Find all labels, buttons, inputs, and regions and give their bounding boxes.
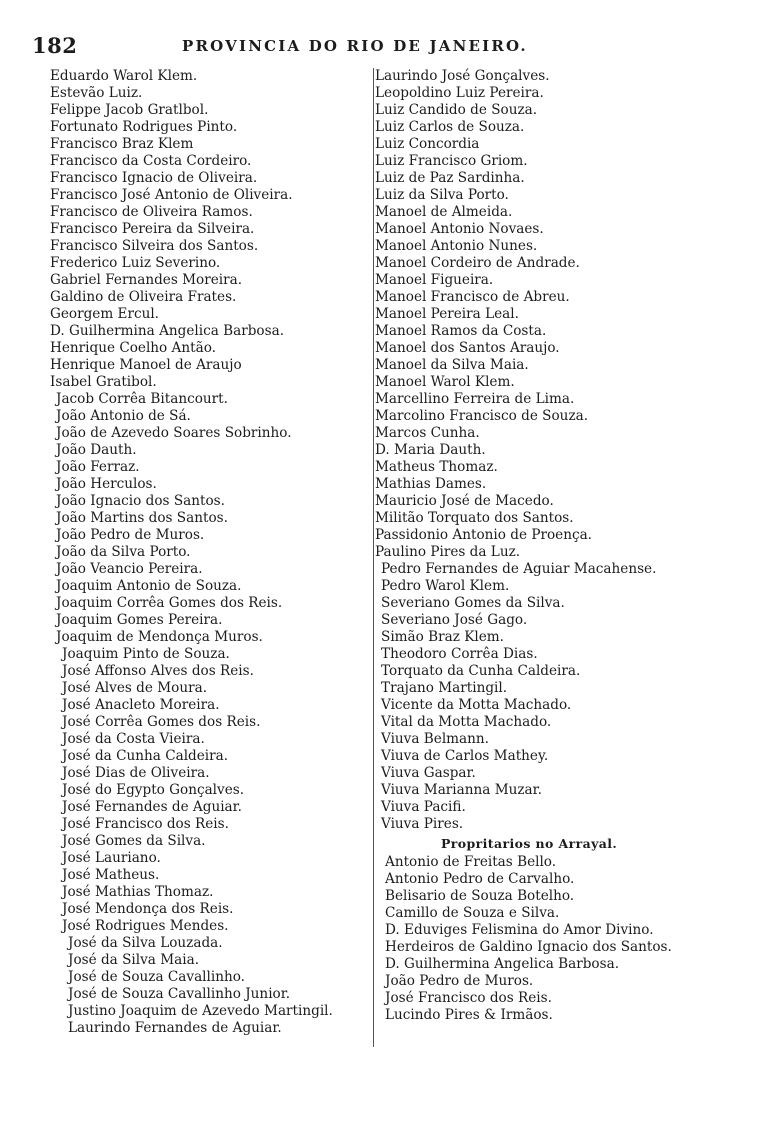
- name-entry: Paulino Pires da Luz.: [375, 544, 521, 560]
- name-entry: José Francisco dos Reis.: [385, 990, 552, 1006]
- name-entry: D. Guilhermina Angelica Barbosa.: [385, 956, 620, 972]
- name-entry: José da Silva Maia.: [68, 952, 200, 968]
- name-entry: Manoel Antonio Novaes.: [375, 221, 544, 237]
- name-entry: Antonio de Freitas Bello.: [385, 854, 557, 870]
- name-entry: Lucindo Pires & Irmãos.: [385, 1007, 553, 1023]
- name-entry: Francisco José Antonio de Oliveira.: [50, 187, 293, 203]
- name-entry: Galdino de Oliveira Frates.: [50, 289, 237, 305]
- name-entry: José da Costa Vieira.: [62, 731, 205, 747]
- name-entry: Laurindo Fernandes de Aguiar.: [68, 1020, 282, 1036]
- name-entry: Antonio Pedro de Carvalho.: [385, 871, 575, 887]
- name-entry: João Dauth.: [56, 442, 137, 458]
- name-entry: Joaquim Pinto de Souza.: [62, 646, 230, 662]
- name-entry: Isabel Gratibol.: [50, 374, 157, 390]
- name-entry: João de Azevedo Soares Sobrinho.: [56, 425, 292, 441]
- name-entry: Severiano José Gago.: [381, 612, 528, 628]
- name-entry: Jacob Corrêa Bitancourt.: [56, 391, 228, 407]
- name-entry: Trajano Martingil.: [381, 680, 508, 696]
- name-entry: João da Silva Porto.: [56, 544, 191, 560]
- name-entry: Vicente da Motta Machado.: [381, 697, 572, 713]
- name-entry: João Veancio Pereira.: [56, 561, 203, 577]
- name-entry: José Fernandes de Aguiar.: [62, 799, 242, 815]
- name-entry: João Antonio de Sá.: [56, 408, 191, 424]
- name-entry: José da Silva Louzada.: [68, 935, 223, 951]
- name-entry: Militão Torquato dos Santos.: [375, 510, 574, 526]
- name-entry: Manoel Figueira.: [375, 272, 494, 288]
- name-entry: João Pedro de Muros.: [385, 973, 534, 989]
- name-entry: Pedro Fernandes de Aguiar Macahense.: [381, 561, 657, 577]
- name-entry: João Herculos.: [56, 476, 157, 492]
- left-name-column: [50, 68, 372, 1037]
- name-entry: Viuva Marianna Muzar.: [381, 782, 542, 798]
- name-entry: José de Souza Cavallinho.: [68, 969, 245, 985]
- name-entry: Manoel Cordeiro de Andrade.: [375, 255, 580, 271]
- name-entry: Luiz da Silva Porto.: [375, 187, 509, 203]
- name-entry: Manoel Ramos da Costa.: [375, 323, 547, 339]
- section-name-list: [371, 854, 721, 1024]
- name-entry: José Francisco dos Reis.: [62, 816, 229, 832]
- name-entry: Manoel Francisco de Abreu.: [375, 289, 570, 305]
- name-entry: Luiz Candido de Souza.: [375, 102, 538, 118]
- right-name-column: [371, 68, 721, 1024]
- right-name-list: [371, 68, 721, 833]
- name-entry: José Gomes da Silva.: [62, 833, 206, 849]
- name-entry: Estevão Luiz.: [50, 85, 143, 101]
- name-entry: Marcos Cunha.: [375, 425, 480, 441]
- name-entry: Matheus Thomaz.: [375, 459, 498, 475]
- name-entry: Marcolino Francisco de Souza.: [375, 408, 589, 424]
- name-entry: Marcellino Ferreira de Lima.: [375, 391, 575, 407]
- name-entry: Belisario de Souza Botelho.: [385, 888, 575, 904]
- name-entry: João Pedro de Muros.: [56, 527, 205, 543]
- name-entry: Justino Joaquim de Azevedo Martingil.: [68, 1003, 333, 1019]
- page-number: 182: [32, 33, 78, 58]
- name-entry: José Matheus.: [62, 867, 160, 883]
- page-header: [32, 33, 570, 59]
- name-entry: Laurindo José Gonçalves.: [375, 68, 550, 84]
- name-entry: Luiz Carlos de Souza.: [375, 119, 525, 135]
- name-entry: José Mathias Thomaz.: [62, 884, 214, 900]
- name-entry: Francisco de Oliveira Ramos.: [50, 204, 253, 220]
- name-entry: Viuva de Carlos Mathey.: [381, 748, 549, 764]
- name-entry: Francisco da Costa Cordeiro.: [50, 153, 252, 169]
- name-entry: Viuva Pacifi.: [381, 799, 466, 815]
- name-entry: José Mendonça dos Reis.: [62, 901, 234, 917]
- name-entry: Felippe Jacob Gratlbol.: [50, 102, 209, 118]
- name-entry: Passidonio Antonio de Proença.: [375, 527, 592, 543]
- name-entry: Torquato da Cunha Caldeira.: [381, 663, 581, 679]
- name-entry: Manoel Warol Klem.: [375, 374, 515, 390]
- name-entry: Joaquim de Mendonça Muros.: [56, 629, 263, 645]
- name-entry: José de Souza Cavallinho Junior.: [68, 986, 291, 1002]
- name-entry: Gabriel Fernandes Moreira.: [50, 272, 243, 288]
- name-entry: José da Cunha Caldeira.: [62, 748, 229, 764]
- name-entry: Joaquim Gomes Pereira.: [56, 612, 223, 628]
- name-entry: Francisco Silveira dos Santos.: [50, 238, 259, 254]
- name-entry: Frederico Luiz Severino.: [50, 255, 221, 271]
- name-entry: Manoel da Silva Maia.: [375, 357, 529, 373]
- name-entry: José Corrêa Gomes dos Reis.: [62, 714, 261, 730]
- name-entry: Luiz de Paz Sardinha.: [375, 170, 525, 186]
- name-entry: Theodoro Corrêa Dias.: [381, 646, 538, 662]
- name-entry: Herdeiros de Galdino Ignacio dos Santos.: [385, 939, 672, 955]
- name-entry: Viuva Belmann.: [381, 731, 489, 747]
- name-entry: Eduardo Warol Klem.: [50, 68, 198, 84]
- name-entry: João Ferraz.: [56, 459, 140, 475]
- name-entry: Henrique Coelho Antão.: [50, 340, 216, 356]
- name-entry: Luiz Concordia: [375, 136, 480, 152]
- name-entry: Francisco Ignacio de Oliveira.: [50, 170, 258, 186]
- name-entry: José Affonso Alves dos Reis.: [62, 663, 254, 679]
- section-heading: Propritarios no Arrayal.: [441, 836, 618, 851]
- name-entry: José do Egypto Gonçalves.: [62, 782, 245, 798]
- name-entry: D. Eduviges Felismina do Amor Divino.: [385, 922, 654, 938]
- name-entry: Manoel Pereira Leal.: [375, 306, 519, 322]
- name-entry: D. Maria Dauth.: [375, 442, 486, 458]
- name-entry: Fortunato Rodrigues Pinto.: [50, 119, 238, 135]
- name-entry: Joaquim Corrêa Gomes dos Reis.: [56, 595, 283, 611]
- running-title: PROVINCIA DO RIO DE JANEIRO.: [182, 37, 528, 55]
- name-entry: Luiz Francisco Griom.: [375, 153, 528, 169]
- name-entry: Camillo de Souza e Silva.: [385, 905, 560, 921]
- name-entry: Mathias Dames.: [375, 476, 487, 492]
- name-entry: D. Guilhermina Angelica Barbosa.: [50, 323, 285, 339]
- name-entry: Joaquim Antonio de Souza.: [56, 578, 242, 594]
- name-entry: João Martins dos Santos.: [56, 510, 228, 526]
- name-entry: Mauricio José de Macedo.: [375, 493, 554, 509]
- name-entry: Manoel de Almeida.: [375, 204, 513, 220]
- name-entry: Francisco Pereira da Silveira.: [50, 221, 255, 237]
- name-entry: Francisco Braz Klem: [50, 136, 194, 152]
- name-entry: Georgem Ercul.: [50, 306, 160, 322]
- name-entry: Vital da Motta Machado.: [381, 714, 552, 730]
- name-entry: José Alves de Moura.: [62, 680, 208, 696]
- name-entry: Viuva Pires.: [381, 816, 464, 832]
- name-entry: Manoel dos Santos Araujo.: [375, 340, 560, 356]
- name-entry: José Lauriano.: [62, 850, 161, 866]
- name-entry: João Ignacio dos Santos.: [56, 493, 225, 509]
- name-entry: Henrique Manoel de Araujo: [50, 357, 242, 373]
- name-entry: José Dias de Oliveira.: [62, 765, 210, 781]
- name-entry: Simão Braz Klem.: [381, 629, 504, 645]
- name-entry: José Anacleto Moreira.: [62, 697, 220, 713]
- name-entry: Viuva Gaspar.: [381, 765, 476, 781]
- name-entry: José Rodrigues Mendes.: [62, 918, 229, 934]
- name-entry: Pedro Warol Klem.: [381, 578, 510, 594]
- name-entry: Severiano Gomes da Silva.: [381, 595, 565, 611]
- name-entry: Leopoldino Luiz Pereira.: [375, 85, 544, 101]
- name-entry: Manoel Antonio Nunes.: [375, 238, 538, 254]
